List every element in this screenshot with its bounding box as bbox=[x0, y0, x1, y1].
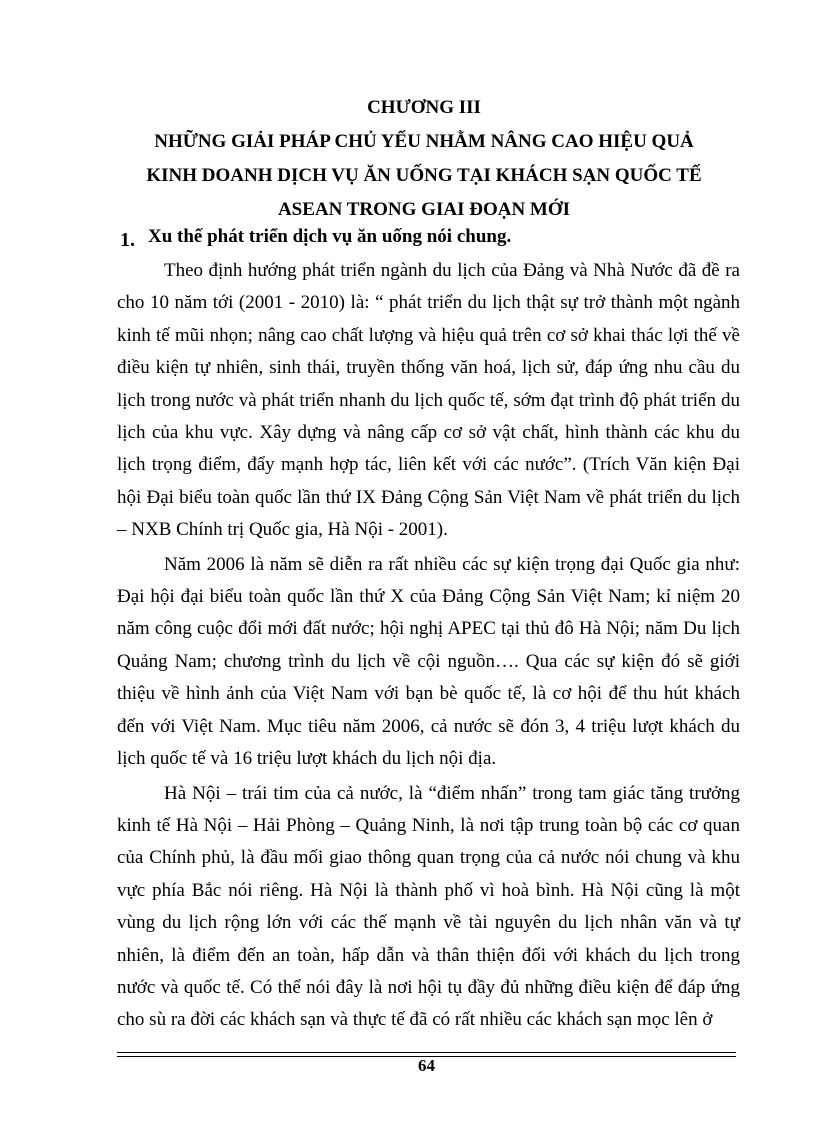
footer-divider bbox=[117, 1052, 736, 1053]
chapter-label: CHƯƠNG III bbox=[367, 97, 481, 118]
section-title: Xu thế phát triển dịch vụ ăn uống nói chung. bbox=[148, 226, 512, 247]
chapter-title-line: KINH DOANH DỊCH VỤ ĂN UỐNG TẠI KHÁCH SẠN QUỐC TẾ bbox=[146, 165, 702, 186]
body-text bbox=[117, 255, 740, 1037]
chapter-heading bbox=[110, 94, 738, 230]
section-number: 1. bbox=[120, 229, 135, 251]
page-number: 64 bbox=[418, 1056, 435, 1075]
section-heading bbox=[120, 225, 512, 251]
paragraph: Theo định hướng phát triển ngành du lịch của Đảng và Nhà Nước đã đề ra cho 10 năm tới (2001 - 2010) là: “ phát triển du lịch thật sự trở thành một ngành kinh tế mũi nhọn; nâng cao chất lượng và hiệu quả trên cơ sở khai thác lợi thế về điều kiện tự nhiên, sinh thái, truyền thống văn hoá, lịch sử, đáp ứng nhu cầu du lịch trong nước và phát triển nhanh du lịch quốc tế, sớm đạt trình độ phát triển du lịch của khu vực. Xây dựng và nâng cấp cơ sở vật chất, hình thành các khu du lịch trọng điểm, đẩy mạnh hợp tác, liên kết với các nước”. (Trích Văn kiện Đại hội Đại biểu toàn quốc lần thứ IX Đảng Cộng Sản Việt Nam về phát triển du lịch – NXB Chính trị Quốc gia, Hà Nội - 2001). bbox=[117, 260, 740, 541]
paragraph: Năm 2006 là năm sẽ diễn ra rất nhiều các sự kiện trọng đại Quốc gia như: Đại hội đại biểu toàn quốc lần thứ X của Đảng Cộng Sản Việt Nam; kỉ niệm 20 năm công cuộc đổi mới đất nước; hội nghị APEC tại thủ đô Hà Nội; năm Du lịch Quảng Nam; chương trình du lịch về cội nguồn…. Qua các sự kiện đó sẽ giới thiệu về hình ảnh của Việt Nam với bạn bè quốc tế, là cơ hội để thu hút khách đến với Việt Nam. Mục tiêu năm 2006, cả nước sẽ đón 3, 4 triệu lượt khách du lịch quốc tế và 16 triệu lượt khách du lịch nội địa. bbox=[117, 553, 740, 770]
paragraph: Hà Nội – trái tim của cả nước, là “điểm nhấn” trong tam giác tăng trưởng kinh tế Hà Nội – Hải Phòng – Quảng Ninh, là nơi tập trung toàn bộ các cơ quan của Chính phủ, là đầu mối giao thông quan trọng của cả nước nói chung và khu vực phía Bắc nói riêng. Hà Nội là thành phố vì hoà bình. Hà Nội cũng là một vùng du lịch rộng lớn với các thế mạnh về tài nguyên du lịch nhân văn và tự nhiên, là điểm đến an toàn, hấp dẫn và thân thiện đối với khách du lịch trong nước và quốc tế. Có thể nói đây là nơi hội tụ đầy đủ những điều kiện để đáp ứng cho sù ra đời các khách sạn và thực tế đã có rất nhiều các khách sạn mọc lên ở bbox=[117, 782, 740, 1031]
chapter-title-line: NHỮNG GIẢI PHÁP CHỦ YẾU NHẰM NÂNG CAO HIỆU QUẢ bbox=[154, 131, 694, 152]
chapter-title-line: ASEAN TRONG GIAI ĐOẠN MỚI bbox=[277, 199, 571, 220]
